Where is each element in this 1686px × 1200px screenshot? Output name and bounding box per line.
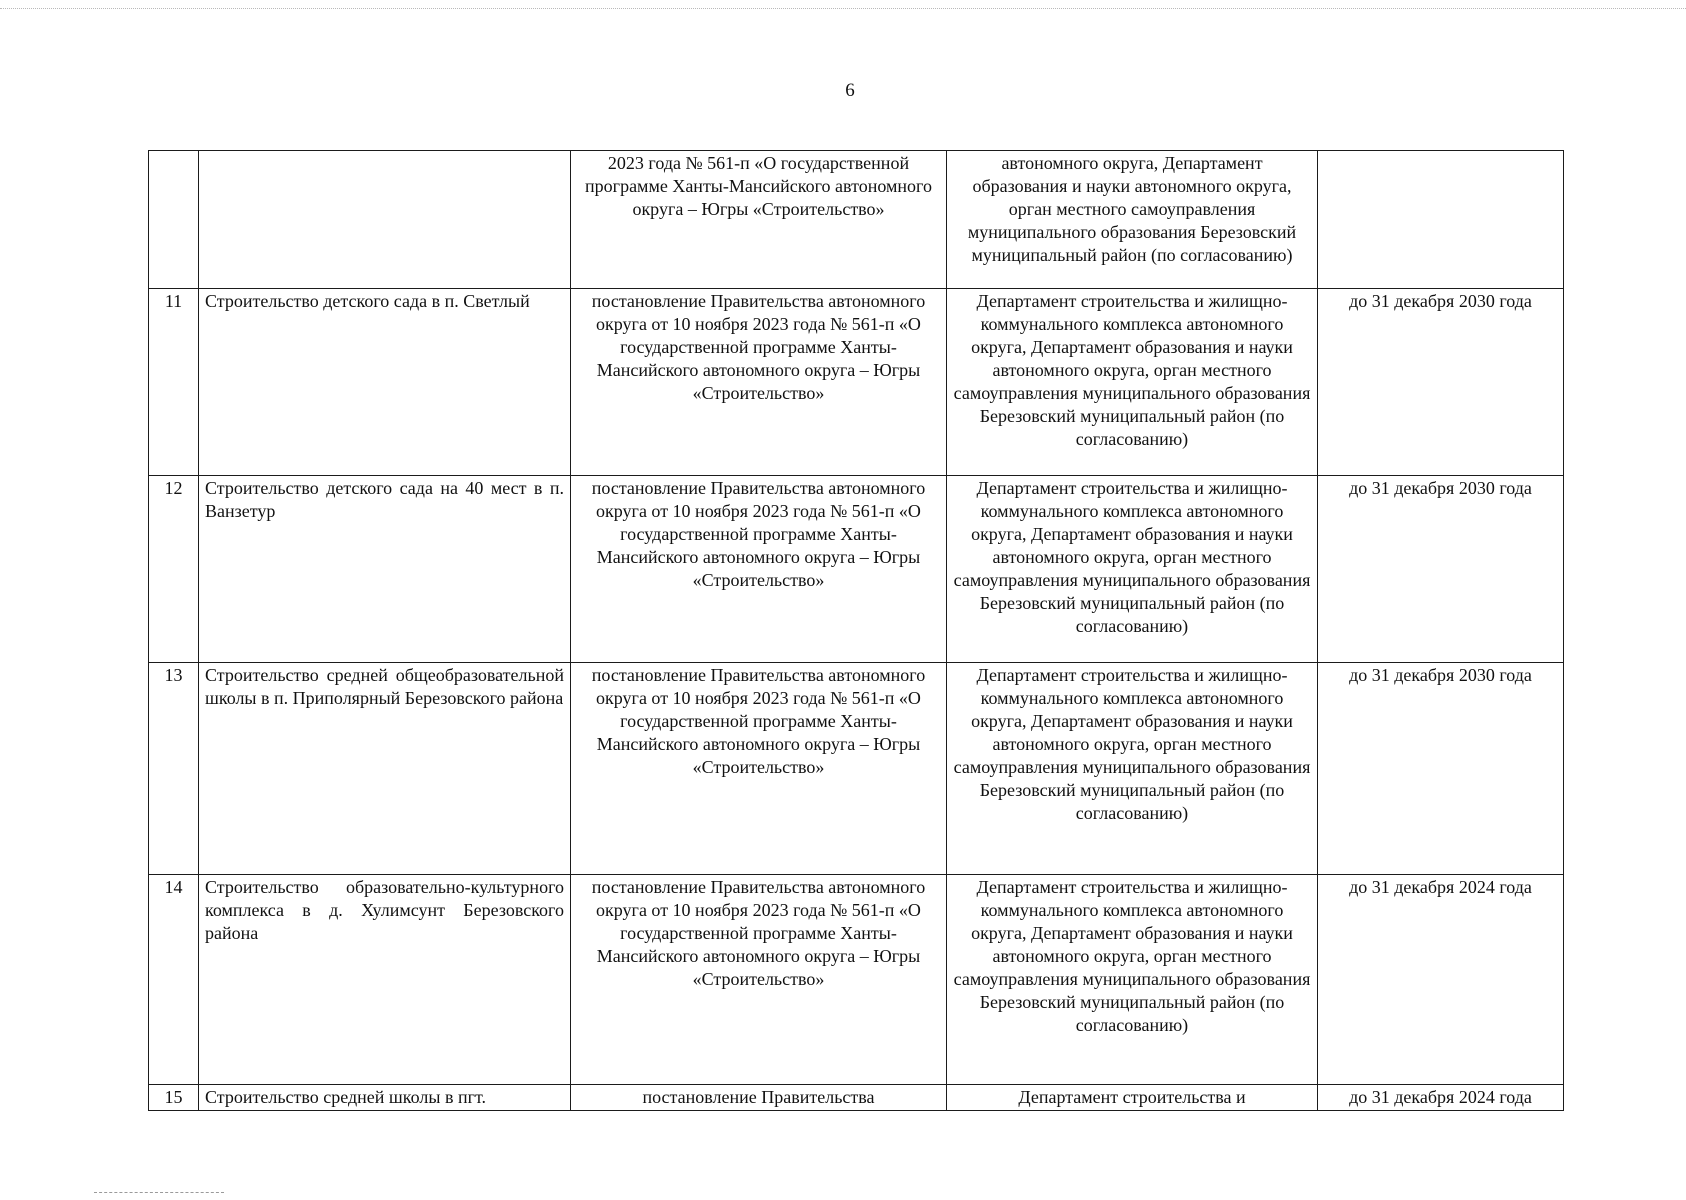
row-number: 14 [149, 875, 199, 1085]
table-row [149, 289, 1564, 476]
executor: Департамент строительства и жилищно-коммунального комплекса автономного округа, Департамент образования и науки автономного округа, орган местного самоуправления муниципального образования Березовский муниципальный район (по согласованию) [947, 476, 1318, 663]
deadline: до 31 декабря 2024 года [1318, 1085, 1564, 1111]
measures-table [148, 150, 1564, 1111]
legal-basis: 2023 года № 561-п «О государственной программе Ханты-Мансийского автономного округа – Югры «Строительство» [571, 151, 947, 289]
measure-name: Строительство средней школы в пгт. [199, 1085, 571, 1111]
measure-name [199, 151, 571, 289]
page-number: 6 [845, 80, 855, 101]
table-row [149, 1085, 1564, 1111]
row-number: 11 [149, 289, 199, 476]
deadline: до 31 декабря 2030 года [1318, 476, 1564, 663]
legal-basis: постановление Правительства автономного округа от 10 ноября 2023 года № 561-п «О государственной программе Ханты-Мансийского автономного округа – Югры «Строительство» [571, 476, 947, 663]
table-row [149, 663, 1564, 875]
executor: Департамент строительства и жилищно-коммунального комплекса автономного округа, Департамент образования и науки автономного округа, орган местного самоуправления муниципального образования Березовский муниципальный район (по согласованию) [947, 875, 1318, 1085]
measure-name: Строительство образовательно-культурного комплекса в д. Хулимсунт Березовского района [199, 875, 571, 1085]
scan-edge-artifact [0, 8, 1686, 9]
legal-basis: постановление Правительства автономного округа от 10 ноября 2023 года № 561-п «О государственной программе Ханты-Мансийского автономного округа – Югры «Строительство» [571, 289, 947, 476]
measure-name: Строительство детского сада в п. Светлый [199, 289, 571, 476]
table-row [149, 875, 1564, 1085]
table-row [149, 151, 1564, 289]
row-number: 15 [149, 1085, 199, 1111]
executor: Департамент строительства и жилищно-коммунального комплекса автономного округа, Департамент образования и науки автономного округа, орган местного самоуправления муниципального образования Березовский муниципальный район (по согласованию) [947, 663, 1318, 875]
measure-name: Строительство детского сада на 40 мест в п. Ванзетур [199, 476, 571, 663]
table-row [149, 476, 1564, 663]
row-number [149, 151, 199, 289]
deadline: до 31 декабря 2024 года [1318, 875, 1564, 1085]
executor: Департамент строительства и жилищно-коммунального комплекса автономного округа, Департамент образования и науки автономного округа, орган местного самоуправления муниципального образования Березовский муниципальный район (по согласованию) [947, 289, 1318, 476]
scan-footer-artifact [94, 1192, 224, 1193]
row-number: 12 [149, 476, 199, 663]
deadline: до 31 декабря 2030 года [1318, 663, 1564, 875]
deadline [1318, 151, 1564, 289]
legal-basis: постановление Правительства автономного округа от 10 ноября 2023 года № 561-п «О государственной программе Ханты-Мансийского автономного округа – Югры «Строительство» [571, 875, 947, 1085]
executor: Департамент строительства и [947, 1085, 1318, 1111]
legal-basis: постановление Правительства автономного округа от 10 ноября 2023 года № 561-п «О государственной программе Ханты-Мансийского автономного округа – Югры «Строительство» [571, 663, 947, 875]
executor: автономного округа, Департамент образования и науки автономного округа, орган местного самоуправления муниципального образования Березовский муниципальный район (по согласованию) [947, 151, 1318, 289]
measure-name: Строительство средней общеобразовательной школы в п. Приполярный Березовского района [199, 663, 571, 875]
legal-basis: постановление Правительства [571, 1085, 947, 1111]
row-number: 13 [149, 663, 199, 875]
deadline: до 31 декабря 2030 года [1318, 289, 1564, 476]
